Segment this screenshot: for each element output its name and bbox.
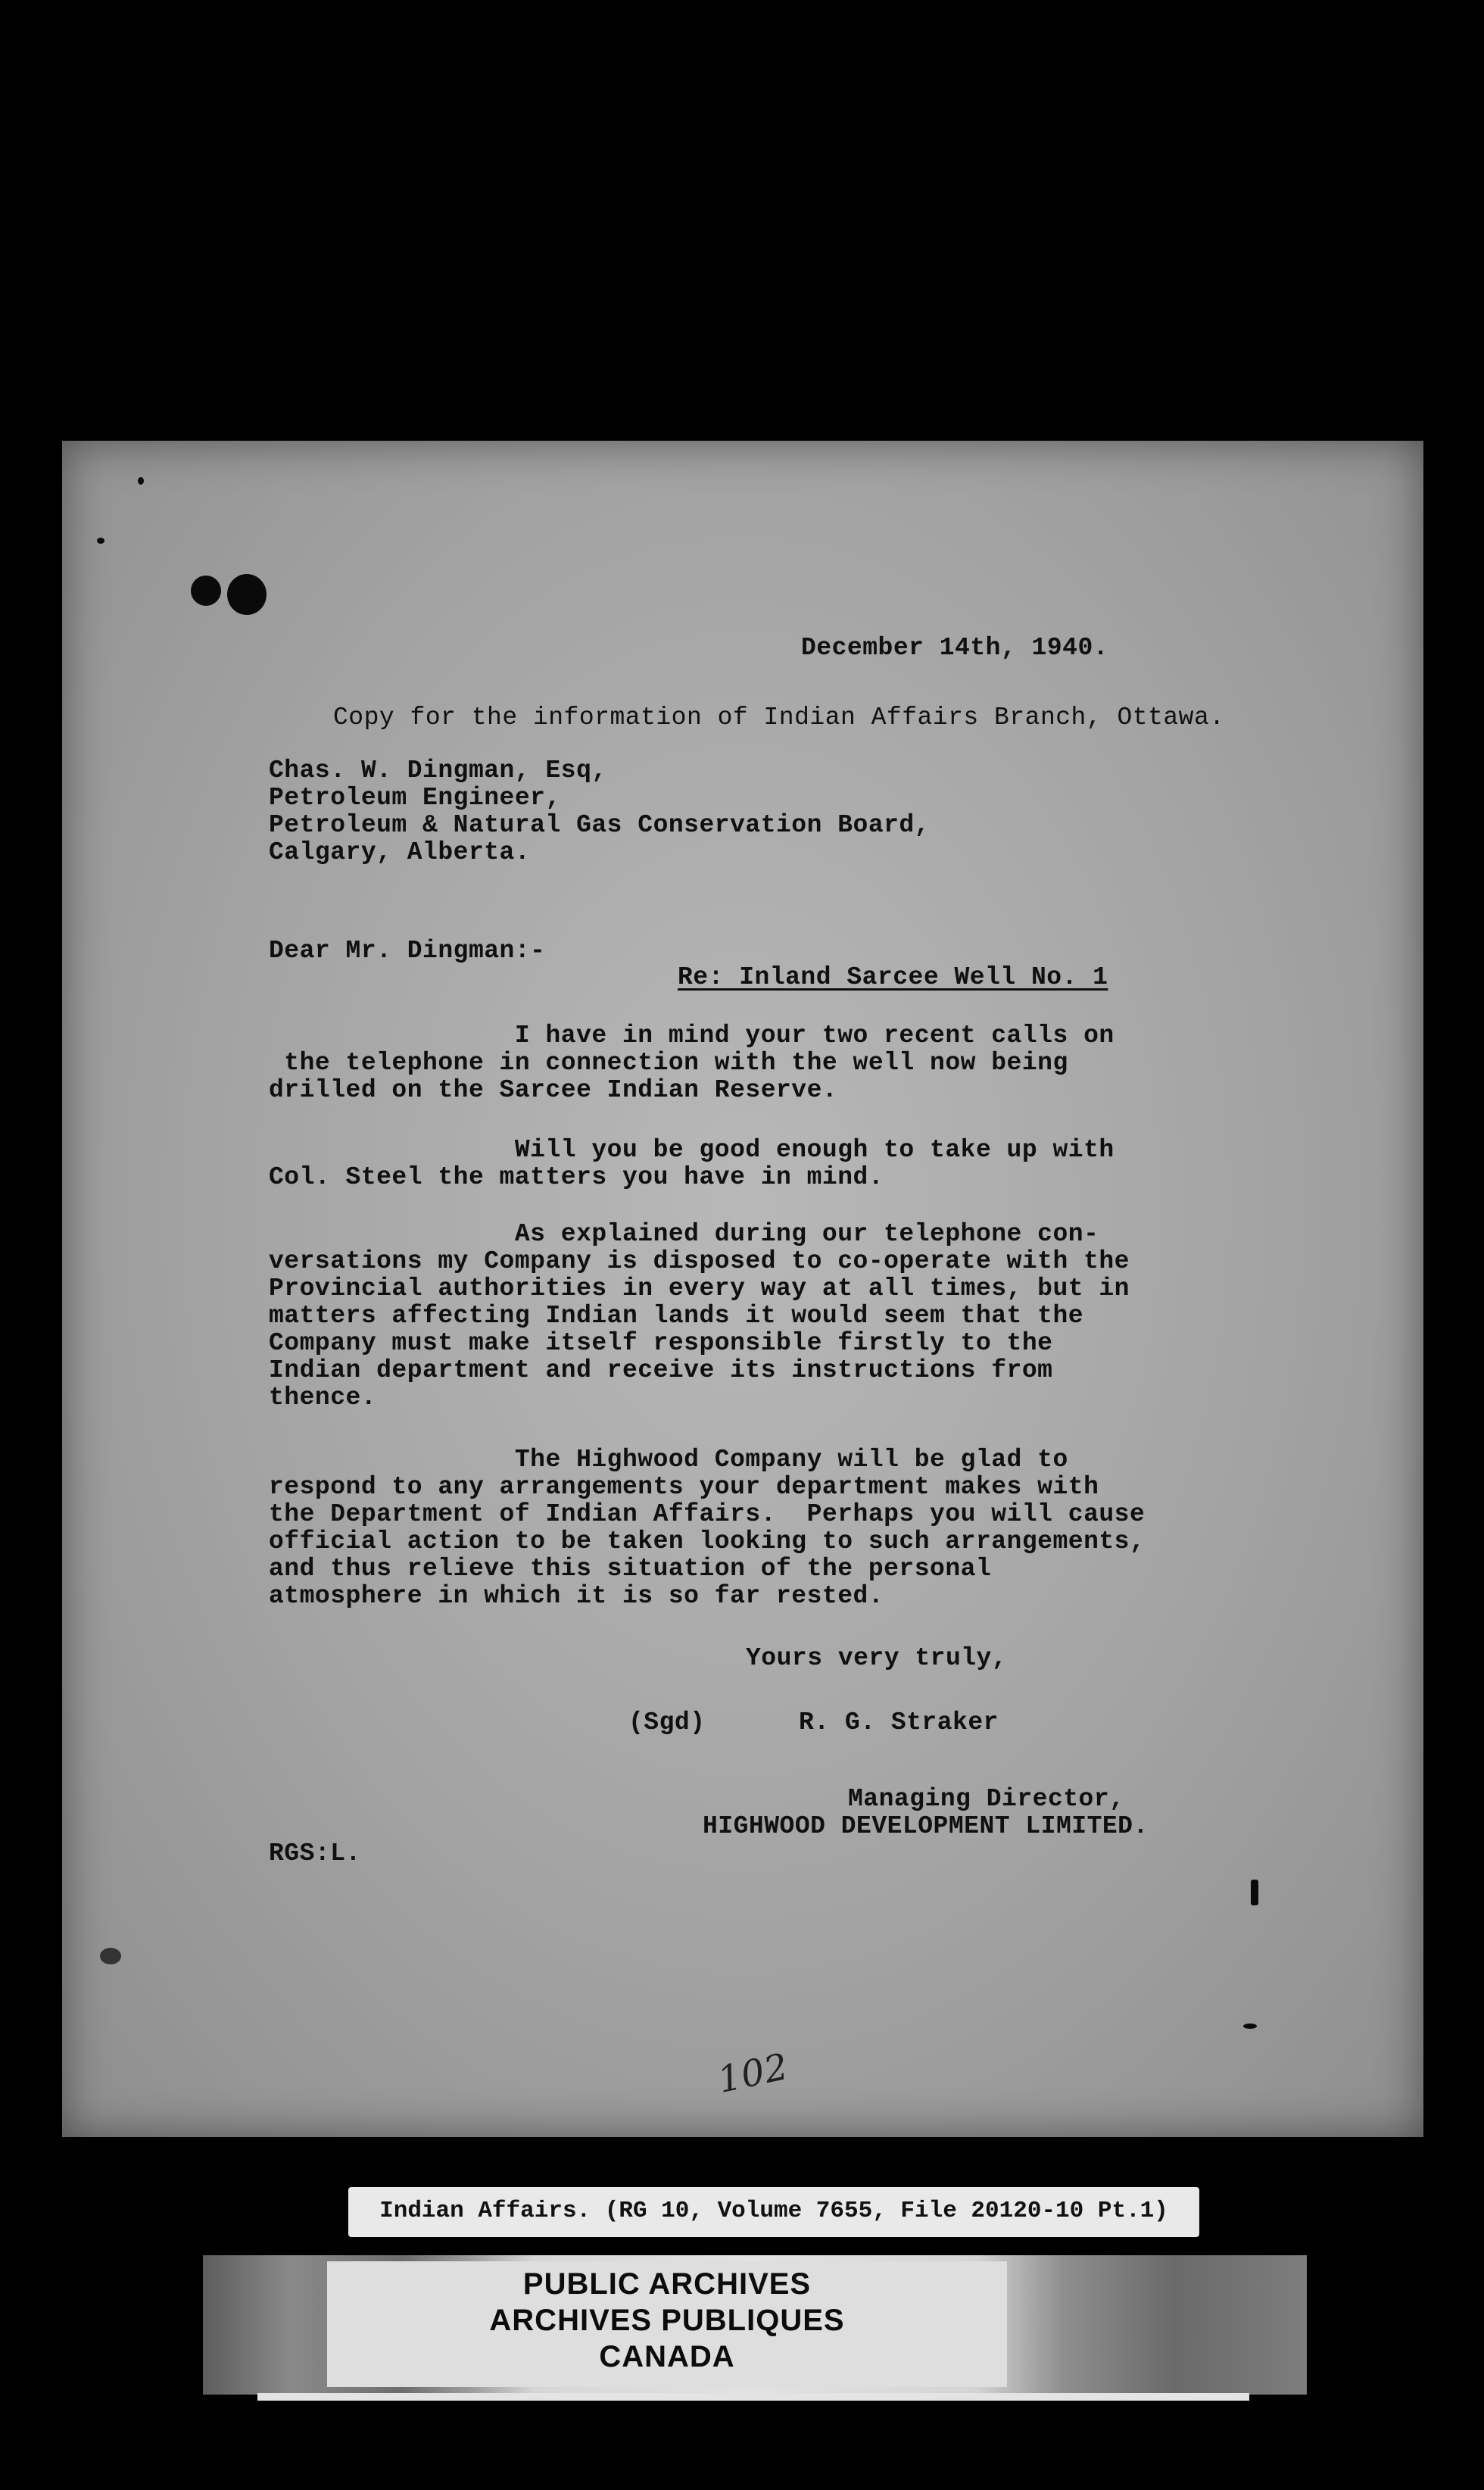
paragraph-line: official action to be taken looking to such arrangements, [269, 1527, 1146, 1555]
typist-initials: RGS:L. [269, 1839, 361, 1868]
paragraph-line: atmosphere in which it is so far rested. [269, 1582, 884, 1610]
ink-blot [191, 576, 221, 606]
addressee-line: Calgary, Alberta. [269, 838, 531, 866]
signer-title: Managing Director, [848, 1785, 1125, 1813]
paragraph-line: thence. [269, 1384, 377, 1412]
ink-speck [138, 477, 144, 485]
signature-mark: (Sgd) [628, 1708, 706, 1736]
body-paragraph [269, 1137, 1115, 1191]
paragraph-line: I have in mind your two recent calls on [269, 1022, 1115, 1050]
letter-closing: Yours very truly, [746, 1644, 1008, 1672]
paragraph-line: Will you be good enough to take up with [269, 1136, 1115, 1164]
archive-reference-text: Indian Affairs. (RG 10, Volume 7655, File 20120-10 Pt.1) [379, 2198, 1168, 2224]
body-paragraph [269, 1221, 1130, 1412]
ink-blot [227, 574, 267, 615]
handwritten-page-number: 102 [714, 2045, 792, 2102]
paragraph-line: versations my Company is disposed to co-operate with the [269, 1247, 1130, 1275]
addressee-line: Petroleum & Natural Gas Conservation Board, [269, 811, 931, 839]
ink-speck [1251, 1880, 1258, 1905]
paragraph-line: The Highwood Company will be glad to [269, 1446, 1068, 1474]
bottom-rule [257, 2393, 1249, 2401]
ink-speck [97, 538, 104, 544]
company-name: HIGHWOOD DEVELOPMENT LIMITED. [703, 1812, 1149, 1840]
stamp-line: CANADA [599, 2340, 735, 2373]
paragraph-line: Company must make itself responsible firstly to the [269, 1329, 1053, 1357]
paragraph-line: Col. Steel the matters you have in mind. [269, 1163, 884, 1191]
addressee-line: Petroleum Engineer, [269, 784, 561, 812]
archive-stamp [327, 2261, 1007, 2387]
body-paragraph [269, 1022, 1115, 1104]
paragraph-line: drilled on the Sarcee Indian Reserve. [269, 1076, 838, 1104]
stamp-line: ARCHIVES PUBLIQUES [489, 2304, 845, 2337]
copy-note: Copy for the information of Indian Affairs Branch, Ottawa. [333, 704, 1225, 732]
ink-speck [1243, 2024, 1257, 2029]
paragraph-line: matters affecting Indian lands it would seem that the [269, 1302, 1084, 1330]
stamp-line: PUBLIC ARCHIVES [522, 2267, 812, 2301]
paragraph-line: respond to any arrangements your department makes with [269, 1473, 1099, 1501]
paragraph-line: Provincial authorities in every way at all times, but in [269, 1275, 1130, 1303]
paragraph-line: the telephone in connection with the well now being [269, 1049, 1068, 1077]
paragraph-line: the Department of Indian Affairs. Perhaps you will cause [269, 1500, 1146, 1528]
paragraph-line: and thus relieve this situation of the personal [269, 1555, 992, 1583]
subject-line: Re: Inland Sarcee Well No. 1 [678, 963, 1108, 991]
addressee-line: Chas. W. Dingman, Esq, [269, 757, 607, 785]
archive-reference-label [348, 2187, 1199, 2237]
body-paragraph [269, 1446, 1145, 1610]
signer-name: R. G. Straker [799, 1708, 999, 1736]
ink-speck [100, 1948, 121, 1964]
letter-date: December 14th, 1940. [801, 634, 1109, 662]
paragraph-line: As explained during our telephone con- [269, 1220, 1099, 1248]
paragraph-line: Indian department and receive its instructions from [269, 1356, 1053, 1384]
salutation: Dear Mr. Dingman:- [269, 937, 546, 965]
addressee-block [269, 757, 930, 866]
